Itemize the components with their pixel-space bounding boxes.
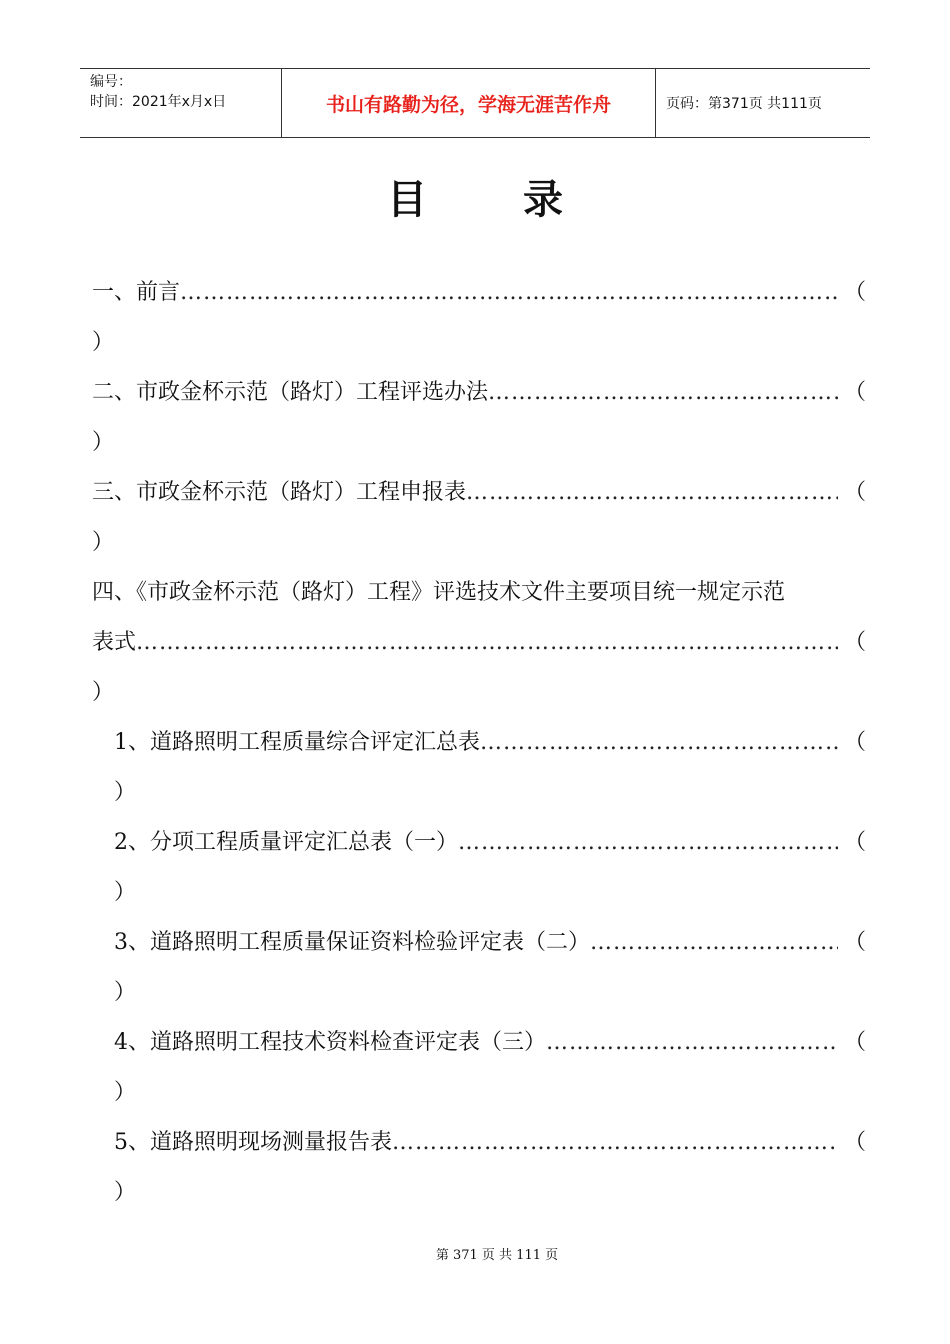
leader-dots	[546, 1018, 838, 1068]
toc-entry-label: 5、道路照明现场测量报告表	[114, 1130, 392, 1155]
header-meta	[80, 69, 282, 137]
close-paren: ）	[92, 430, 115, 455]
page-header	[80, 68, 870, 138]
page-title: 目录	[387, 177, 659, 223]
toc-entry-label: 二、市政金杯示范（路灯）工程评选办法	[92, 380, 489, 405]
date-label: 时间：2021年x月x日	[90, 94, 227, 110]
leader-dots	[136, 618, 838, 668]
open-paren: （	[844, 480, 867, 505]
toc-entry[interactable]	[92, 368, 867, 468]
toc-entry[interactable]	[92, 1118, 867, 1218]
open-paren: （	[844, 1130, 867, 1155]
toc-entry[interactable]	[92, 268, 867, 368]
leader-dots	[590, 918, 838, 968]
toc-entry-label: 2、分项工程质量评定汇总表（一）	[114, 830, 458, 855]
toc-entry-label: 三、市政金杯示范（路灯）工程申报表	[92, 480, 467, 505]
open-paren: （	[844, 830, 867, 855]
open-paren: （	[844, 930, 867, 955]
close-paren: ）	[114, 1180, 137, 1205]
close-paren: ）	[92, 330, 115, 355]
toc-entry[interactable]	[92, 718, 867, 818]
toc-entry-label: 1、道路照明工程质量综合评定汇总表	[114, 730, 480, 755]
close-paren: ）	[114, 880, 137, 905]
header-page-label: 页码：第371页 共111页	[666, 96, 822, 112]
toc-entry-label: 一、前言	[92, 280, 181, 305]
leader-dots	[466, 468, 838, 518]
open-paren: （	[844, 630, 867, 655]
close-paren: ）	[114, 980, 137, 1005]
toc-entry[interactable]	[92, 568, 867, 718]
toc-entry[interactable]	[92, 1018, 867, 1118]
toc-entry[interactable]	[92, 818, 867, 918]
number-label: 编号：	[90, 74, 132, 90]
page-footer: 第 371 页 共 111 页	[435, 1248, 559, 1263]
open-paren: （	[844, 380, 867, 405]
toc-entry-label: 4、道路照明工程技术资料检查评定表（三）	[114, 1030, 546, 1055]
leader-dots	[480, 718, 838, 768]
close-paren: ）	[114, 1080, 137, 1105]
leader-dots	[392, 1118, 838, 1168]
open-paren: （	[844, 1030, 867, 1055]
toc-entry-label: 3、道路照明工程质量保证资料检验评定表（二）	[114, 930, 590, 955]
toc-entry-label-line1: 四、《市政金杯示范（路灯）工程》评选技术文件主要项目统一规定示范	[92, 580, 786, 605]
leader-dots	[458, 818, 838, 868]
open-paren: （	[844, 730, 867, 755]
toc-entry[interactable]	[92, 468, 867, 568]
close-paren: ）	[92, 530, 115, 555]
toc-entry[interactable]	[92, 918, 867, 1018]
close-paren: ）	[92, 680, 115, 705]
close-paren: ）	[114, 780, 137, 805]
open-paren: （	[844, 280, 867, 305]
table-of-contents	[92, 268, 867, 1218]
header-motto: 书山有路勤为径，学海无涯苦作舟	[282, 69, 656, 137]
toc-entry-label: 表式	[92, 630, 137, 655]
leader-dots	[180, 268, 838, 318]
leader-dots	[488, 368, 838, 418]
